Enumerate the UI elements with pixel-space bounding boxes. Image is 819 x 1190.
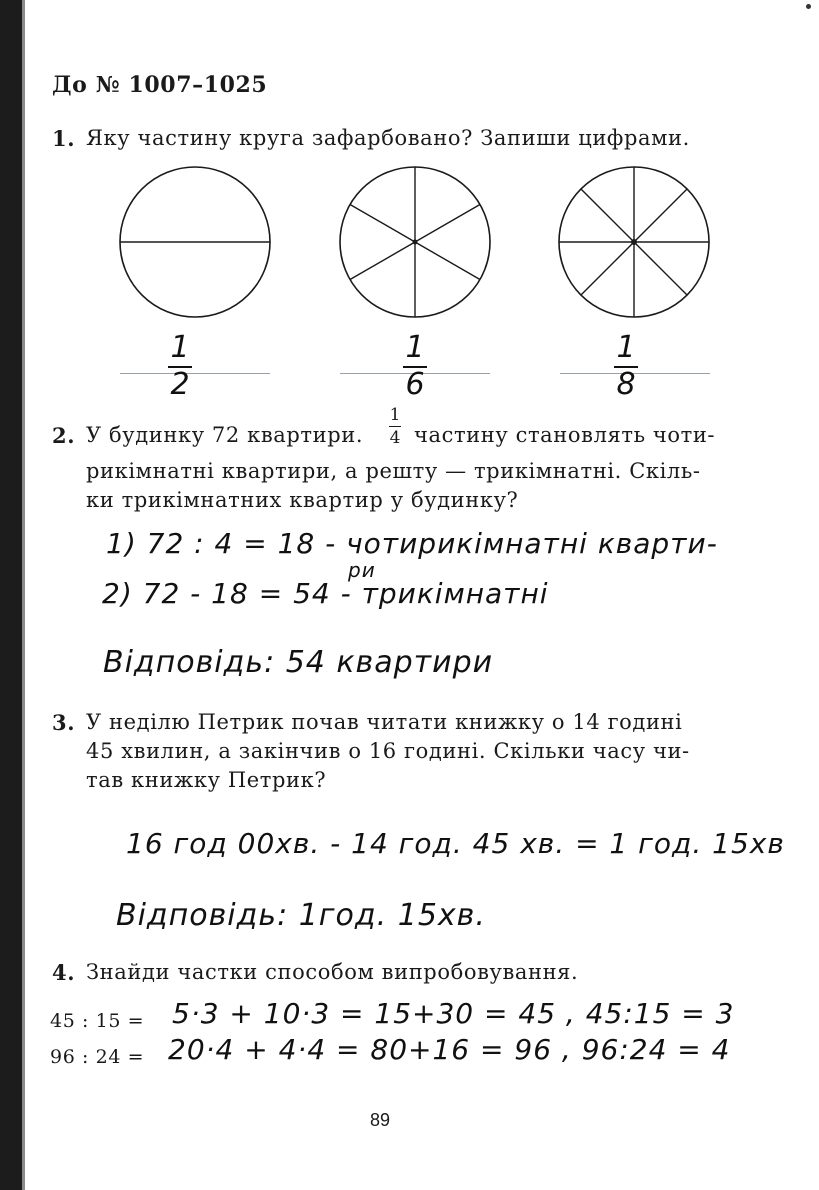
page-number: 89 (370, 1110, 391, 1130)
task-2-line-1b: частину становлять чоти- (414, 423, 716, 447)
answer-fraction-3-den: 8 (616, 367, 636, 402)
task-2-fraction-num: 1 (389, 405, 401, 425)
circle-eighths-spoke (634, 242, 687, 295)
answer-fraction-3 (614, 330, 638, 402)
task-2-line-3: ки трикімнатних квартир у будинку? (86, 488, 519, 512)
circle-sixths-spoke (350, 242, 415, 280)
task-3-number: 3. (52, 710, 76, 735)
circle-sixths-spoke (415, 242, 480, 280)
task-2-handwritten-answer: Відповідь: 54 квартири (103, 645, 494, 680)
task-3-line-3: тав книжку Петрик? (86, 768, 327, 792)
circle-sixths-spoke (350, 205, 415, 243)
task-2-line-1a: У будинку 72 квартири. (86, 423, 364, 447)
task-4-row-2-label: 96 : 24 = (50, 1046, 145, 1068)
answer-fraction-2-num: 1 (405, 330, 425, 365)
task-2-number: 2. (52, 423, 76, 448)
circle-eighths-spoke (634, 189, 687, 242)
task-4-text: Знайди частки способом випробовування. (86, 960, 579, 984)
task-4-row-2-work: 20·4 + 4·4 = 80+16 = 96 , 96:24 = 4 (168, 1033, 731, 1066)
answer-fraction-2 (403, 330, 427, 402)
answer-fraction-1-den: 2 (170, 367, 190, 402)
task-2-fraction-bar (389, 426, 401, 427)
answer-line-1 (120, 373, 270, 374)
task-2-fraction-den: 4 (389, 428, 401, 448)
task-2-line-2: рикімнатні квартири, а решту — трикімнатні. Скіль- (86, 459, 701, 483)
answer-fraction-3-num: 1 (616, 330, 636, 365)
answer-fraction-2-den: 6 (405, 367, 425, 402)
circle-eighths-center (631, 239, 637, 245)
task-2-handwritten-step-1: 1) 72 : 4 = 18 - чотирикімнатні кварти- (106, 527, 718, 560)
task-4-number: 4. (52, 960, 76, 985)
circle-sixths-spoke (415, 205, 480, 243)
section-header: До № 1007–1025 (52, 72, 268, 98)
task-3-handwritten-answer: Відповідь: 1год. 15хв. (116, 898, 486, 933)
answer-fraction-1 (168, 330, 192, 402)
task-4-row-1-label: 45 : 15 = (50, 1010, 145, 1032)
circle-sixths-center (413, 240, 418, 245)
answer-fraction-1-num: 1 (170, 330, 190, 365)
task-3-line-1: У неділю Петрик почав читати книжку о 14 годині (86, 710, 683, 734)
circle-eighths-spoke (581, 189, 634, 242)
task-1-text: Яку частину круга зафарбовано? Запиши цифрами. (86, 126, 690, 150)
task-2-handwritten-step-2: 2) 72 - 18 = 54 - трикімнатні (102, 577, 549, 610)
task-3-line-2: 45 хвилин, а закінчив о 16 годині. Скільки часу чи- (86, 739, 690, 763)
task-1-number: 1. (52, 126, 76, 151)
task-2-fraction (389, 406, 401, 447)
task-3-handwritten-calc: 16 год 00хв. - 14 год. 45 хв. = 1 год. 15хв (126, 827, 785, 860)
task-2-handwritten-insert: ри (348, 558, 376, 582)
circle-eighths-spoke (581, 242, 634, 295)
task-4-row-1-work: 5·3 + 10·3 = 15+30 = 45 , 45:15 = 3 (172, 997, 735, 1030)
